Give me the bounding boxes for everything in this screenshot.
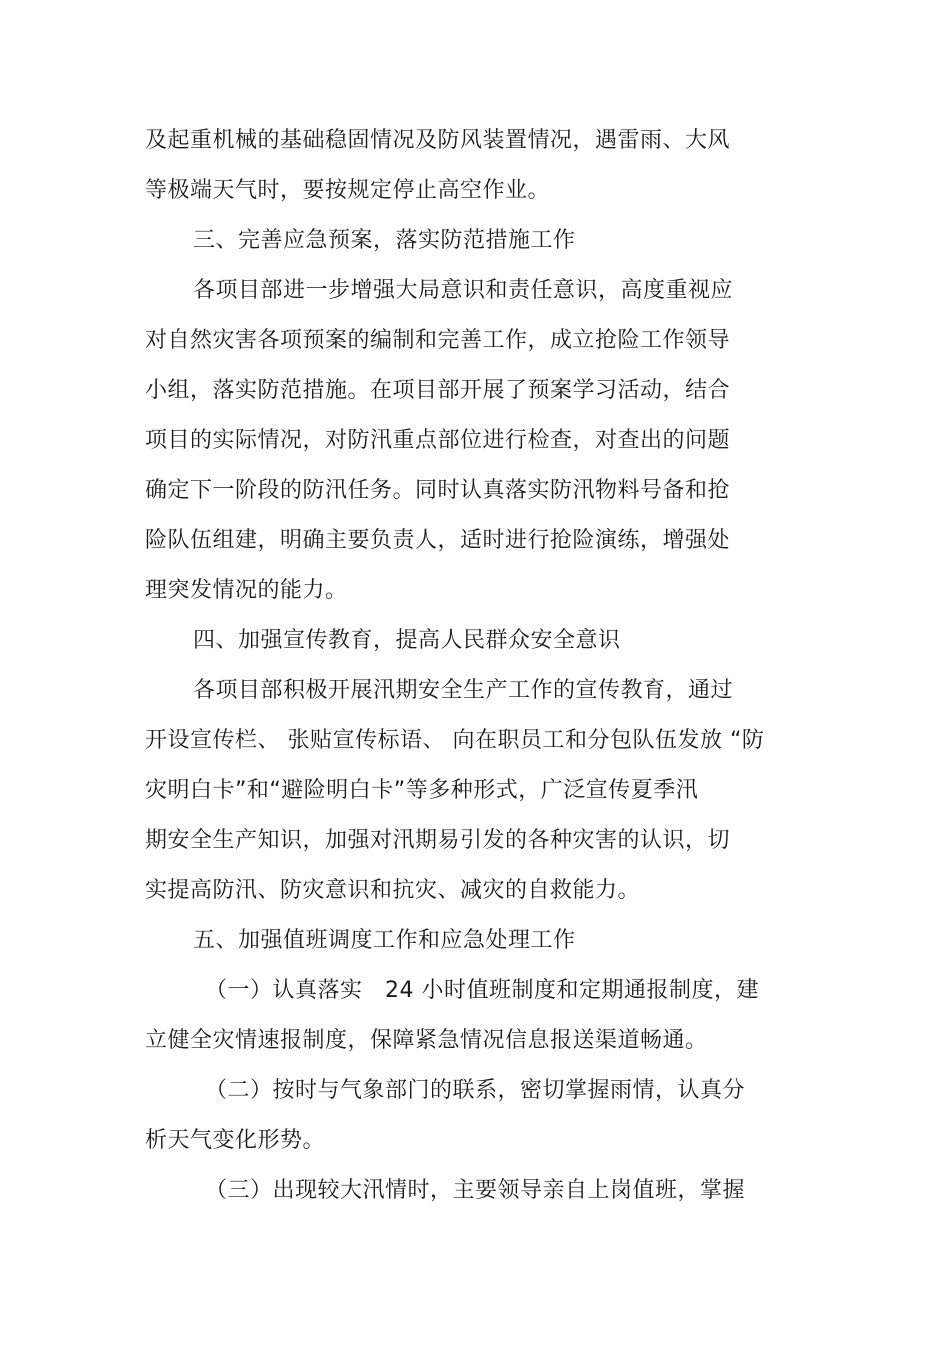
text-line-20: （二）按时与气象部门的联系，密切掌握雨情，认真分	[205, 1078, 746, 1103]
section-heading-3: 三、完善应急预案，落实防范措施工作	[193, 228, 576, 253]
text-line-13: 开设宣传栏、 张贴宣传标语、 向在职员工和分包队伍发放 “防	[145, 728, 765, 753]
text-line-21: 析天气变化形势。	[145, 1128, 326, 1153]
text-line-18: （一）认真落实 24 小时值班制度和定期通报制度，建	[205, 978, 759, 1003]
text-line-14: 灾明白卡”和“避险明白卡”等多种形式，广泛宣传夏季汛	[145, 778, 699, 803]
text-line-12: 各项目部积极开展汛期安全生产工作的宣传教育，通过	[193, 678, 734, 703]
text-line-2: 等极端天气时，要按规定停止高空作业。	[145, 178, 551, 203]
text-line-19: 立健全灾情速报制度，保障紧急情况信息报送渠道畅通。	[145, 1028, 708, 1053]
text-line-15: 期安全生产知识，加强对汛期易引发的各种灾害的认识，切	[145, 828, 731, 853]
text-line-1: 及起重机械的基础稳固情况及防风装置情况，遇雷雨、大风	[145, 128, 731, 153]
text-line-7: 项目的实际情况，对防汛重点部位进行检查，对查出的问题	[145, 428, 731, 453]
text-line-6: 小组，落实防范措施。在项目部开展了预案学习活动，结合	[145, 378, 731, 403]
section-heading-4: 四、加强宣传教育，提高人民群众安全意识	[193, 628, 621, 653]
text-line-9: 险队伍组建，明确主要负责人，适时进行抢险演练，增强处	[145, 528, 731, 553]
text-line-5: 对自然灾害各项预案的编制和完善工作，成立抢险工作领导	[145, 328, 731, 353]
text-line-8: 确定下一阶段的防汛任务。同时认真落实防汛物料号备和抢	[145, 478, 731, 503]
text-line-4: 各项目部进一步增强大局意识和责任意识，高度重视应	[193, 278, 734, 303]
text-line-22: （三）出现较大汛情时，主要领导亲自上岗值班，掌握	[205, 1178, 746, 1203]
text-line-16: 实提高防汛、防灾意识和抗灾、减灾的自救能力。	[145, 878, 641, 903]
text-line-10: 理突发情况的能力。	[145, 578, 348, 603]
section-heading-5: 五、加强值班调度工作和应急处理工作	[193, 928, 576, 953]
